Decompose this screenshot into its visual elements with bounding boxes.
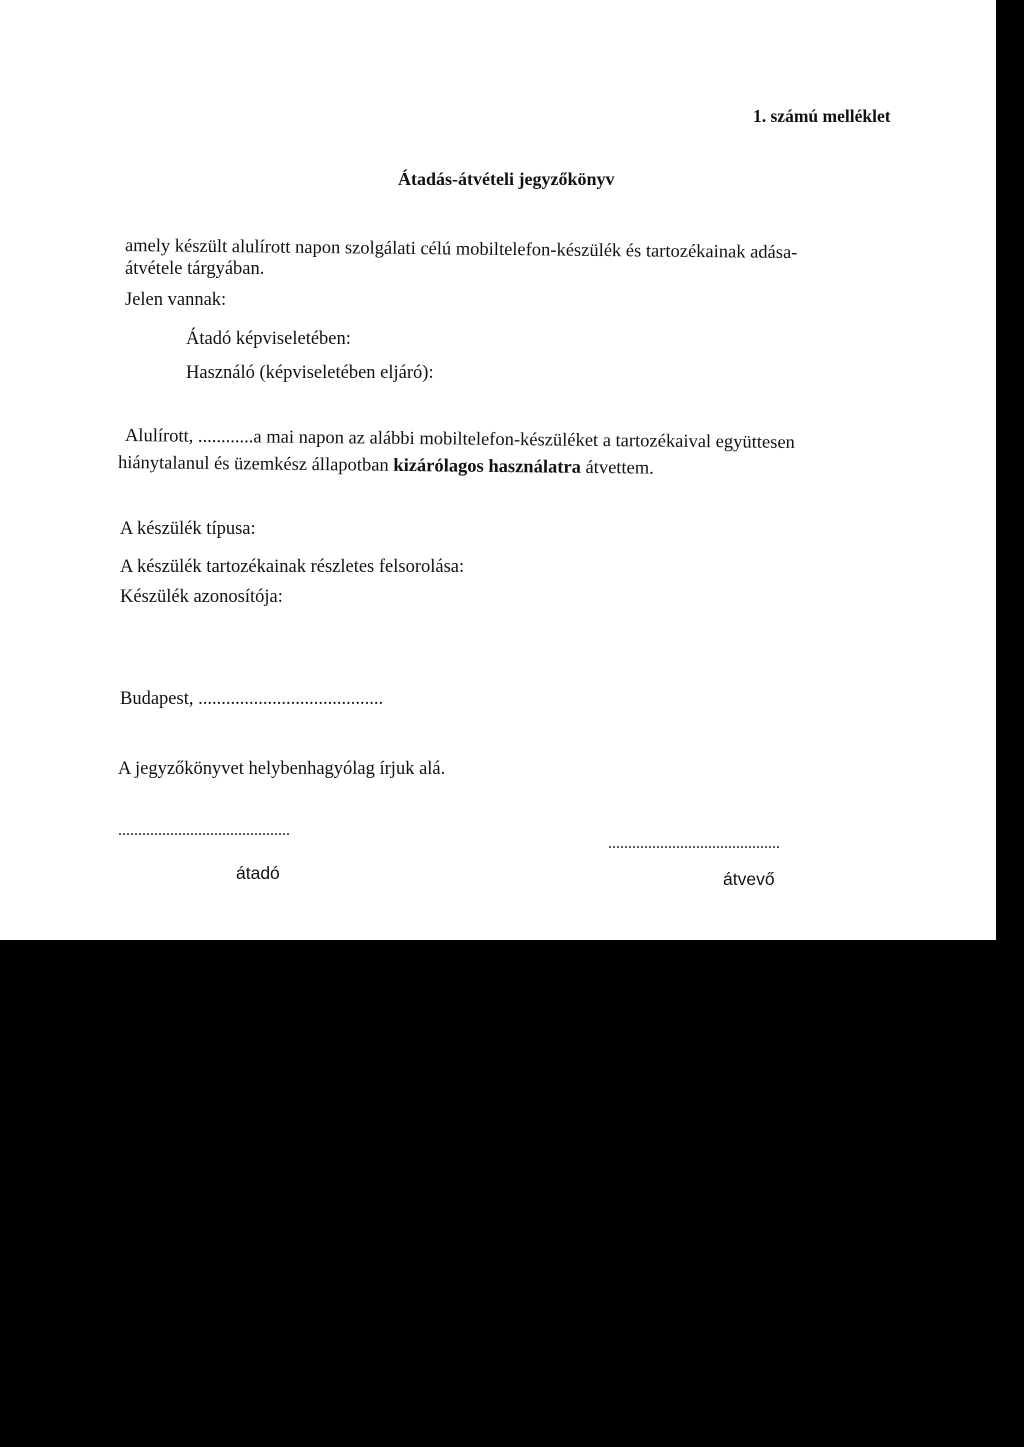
transferor-signature-line: ...........................................	[118, 822, 290, 839]
exclusive-use-emphasis: kizárólagos használatra	[393, 455, 582, 478]
document-title: Átadás-átvételi jegyzőkönyv	[398, 169, 615, 189]
intro-line-2: átvétele tárgyában.	[125, 259, 265, 279]
user-representative-label: Használó (képviseletében eljáró):	[186, 363, 434, 383]
annex-label: 1. számú melléklet	[753, 106, 891, 126]
transferor-signature-label: átadó	[236, 863, 280, 883]
recipient-signature-label: átvevő	[723, 869, 775, 889]
transferor-representative-label: Átadó képviseletében:	[186, 329, 351, 349]
intro-line-1: amely készült alulírott napon szolgálati célú mobiltelefon-készülék és tartozékainak adása-	[124, 236, 798, 264]
device-accessories-label: A készülék tartozékainak részletes felsorolása:	[120, 557, 465, 577]
present-label: Jelen vannak:	[125, 290, 227, 310]
recipient-signature-line: ...........................................	[608, 835, 780, 852]
device-identifier-label: Készülék azonosítója:	[120, 587, 283, 607]
device-type-label: A készülék típusa:	[120, 519, 256, 539]
statement-line-1: Alulírott, ............a mai napon az alábbi mobiltelefon-készüléket a tartozékaival együttesen	[124, 426, 795, 454]
statement-line-2-end: átvettem.	[580, 457, 654, 479]
place-date-line: Budapest, ........................................	[120, 689, 384, 709]
statement-line-2-start: hiánytalanul és üzemkész állapotban	[117, 453, 394, 476]
statement-line-2	[118, 452, 654, 480]
approval-statement: A jegyzőkönyvet helybenhagyólag írjuk alá.	[118, 759, 446, 779]
